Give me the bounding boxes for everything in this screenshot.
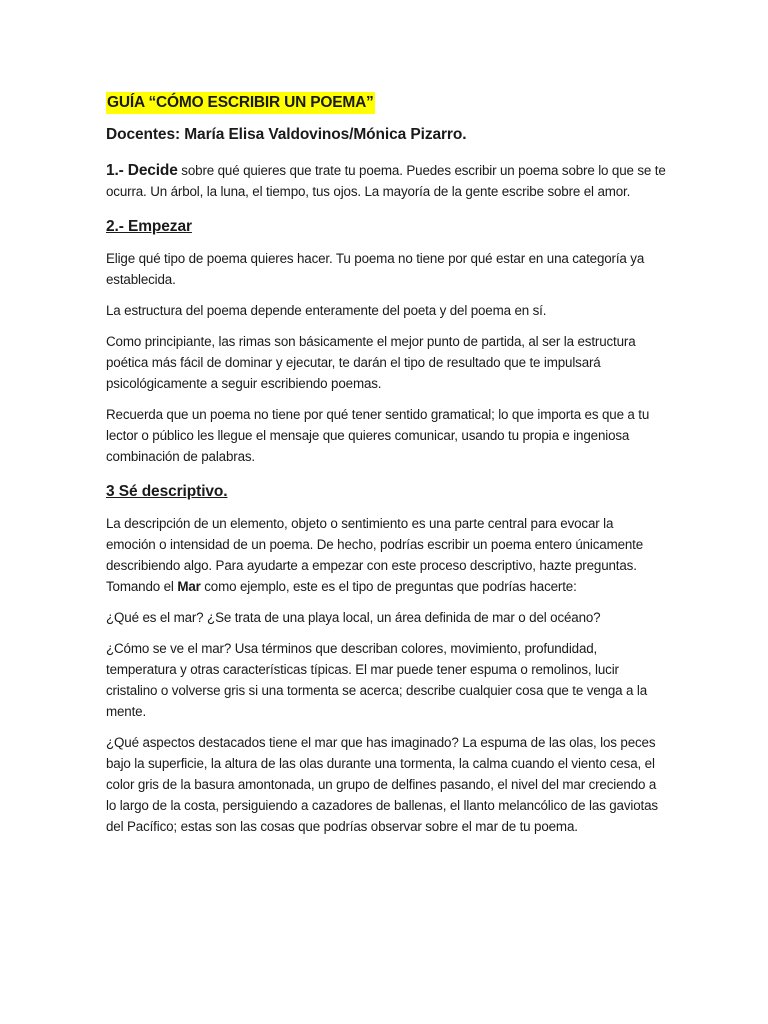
- teachers-line: Docentes: María Elisa Valdovinos/Mónica Pizarro.: [106, 126, 467, 143]
- section-2-paragraph: La estructura del poema depende enteramente del poeta y del poema en sí.: [106, 303, 547, 318]
- section-2-paragraph: Como principiante, las rimas son básicamente el mejor punto de partida, al ser la estructura poética más fácil de dominar y ejecutar, te darán el tipo de resultado que te impulsará psicológicamente a seguir escribiendo poemas.: [106, 334, 636, 391]
- section-3-paragraph: ¿Cómo se ve el mar? Usa términos que describan colores, movimiento, profundidad, temperatura y otras características típicas. El mar puede tener espuma o remolinos, lucir cristalino o volverse gris si una tormenta se acerca; describe cualquier cosa que te venga a la mente.: [106, 641, 648, 719]
- section-3-intro: [106, 513, 666, 597]
- section-1-lead: 1.- Decide: [106, 162, 178, 179]
- section-3-paragraph: ¿Qué es el mar? ¿Se trata de una playa local, un área definida de mar o del océano?: [106, 610, 601, 625]
- document-page: [106, 92, 666, 847]
- section-2-paragraph: Recuerda que un poema no tiene por qué tener sentido gramatical; lo que importa es que a tu lector o público les llegue el mensaje que quieres comunicar, usando tu propia e ingeniosa combinación de palabras.: [106, 407, 650, 464]
- section-2-heading: 2.- Empezar: [106, 218, 192, 235]
- section-3-intro-text-end: como ejemplo, este es el tipo de preguntas que podrías hacerte:: [200, 579, 577, 594]
- section-1-text: sobre qué quieres que trate tu poema. Puedes escribir un poema sobre lo que se te ocurra. Un árbol, la luna, el tiempo, tus ojos. La mayoría de la gente escribe sobre el amor.: [106, 163, 666, 199]
- section-3-heading: 3 Sé descriptivo.: [106, 483, 228, 500]
- section-3-intro-text: La descripción de un elemento, objeto o sentimiento es una parte central para evocar la emoción o intensidad de un poema. De hecho, podrías escribir un poema entero únicamente describiendo algo. Para ayudarte a empezar con este proceso descriptivo, hazte preguntas. Tomando el: [106, 516, 644, 594]
- section-1-paragraph: [106, 160, 666, 202]
- section-3-intro-bold: Mar: [177, 579, 201, 594]
- section-2-paragraph: Elige qué tipo de poema quieres hacer. Tu poema no tiene por qué estar en una categoría ya establecida.: [106, 251, 645, 287]
- document-title: GUÍA “CÓMO ESCRIBIR UN POEMA”: [106, 92, 375, 114]
- section-3-paragraph: ¿Qué aspectos destacados tiene el mar que has imaginado? La espuma de las olas, los peces bajo la superficie, la altura de las olas durante una tormenta, la calma cuando el viento cesa, el color gris de la basura amontonada, un grupo de delfines pasando, el nivel del mar creciendo a lo largo de la costa, persiguiendo a cazadores de ballenas, el llanto melancólico de las gaviotas del Pacífico; estas son las cosas que podrías observar sobre el mar de tu poema.: [106, 735, 658, 834]
